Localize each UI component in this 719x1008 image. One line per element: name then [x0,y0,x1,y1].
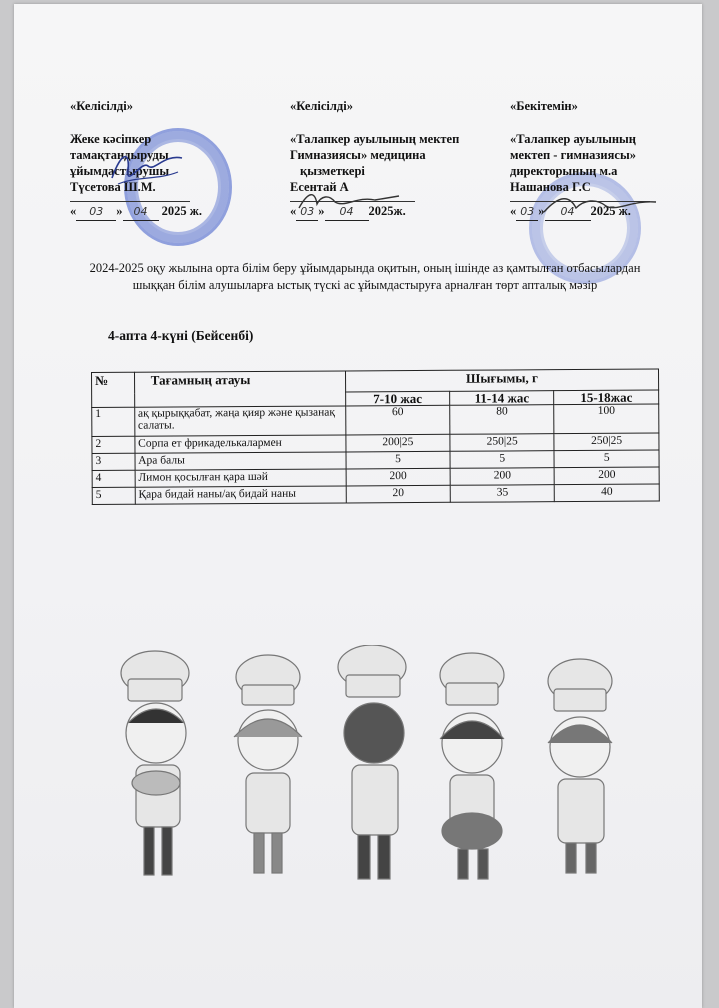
chef-kid-figure [338,645,406,879]
week-day-subtitle: 4-апта 4-күні (Бейсенбі) [108,328,254,343]
yield-value: 60 [346,405,450,435]
row-number: 1 [92,407,135,436]
yield-value: 80 [450,405,554,435]
approval-line: мектеп - гимназиясы» [510,148,636,162]
yield-value: 250|25 [450,434,554,452]
approval-line: «Талапкер ауылының мектеп [290,132,460,146]
approval-line: Гимназиясы» медицина [290,148,426,162]
age-group-header: 15-18жас [554,390,659,405]
handwritten-signature [295,186,405,214]
five-chefs-kids-illustration [110,645,670,900]
menu-title: 2024-2025 оқу жылына орта білім беру ұйымдарында оқитын, оның ішінде аз қамтылған отбасылардан шыққан білім алушыларға ыстық түскі ас ұйымдастыруға арналған төрт апталық мәзір [89,261,641,292]
approval-heading: «Келісілді» [290,99,353,113]
column-header-number: № [92,372,135,407]
column-header-yield: Шығымы, г [345,369,658,392]
approval-line: ұйымдастырушы [70,164,170,178]
chef-kid-figure [234,655,302,873]
approval-date: « 03 » 04 2025 ж. [70,204,202,218]
approval-line: «Талапкер ауылының [510,132,637,146]
dish-name: Сорпа ет фрикаделькалармен [135,435,346,453]
yield-value: 200|25 [346,434,450,452]
chef-kid-figure [548,659,612,873]
yield-value: 5 [554,450,659,468]
approval-date: « 03 » 04 2025ж. [290,204,406,218]
row-number: 5 [92,487,135,504]
yield-value: 20 [346,485,450,503]
approval-line: директорының м.а [510,164,618,178]
row-number: 2 [92,436,135,453]
approval-heading: «Бекітемін» [510,99,578,113]
yield-value: 200 [450,468,554,486]
signature-line [70,195,190,202]
chef-kid-figure [440,653,504,879]
table-row [92,404,659,436]
yield-value: 200 [346,468,450,486]
approval-line: Жеке кәсіпкер [70,132,152,146]
yield-value: 200 [554,467,659,485]
age-group-header: 11-14 жас [450,391,554,406]
yield-value: 5 [450,451,554,469]
dish-name: Ара балы [135,452,346,470]
approval-line: қызметкері [300,164,365,178]
yield-value: 40 [555,484,660,502]
yield-value: 35 [450,485,554,503]
approval-line: Түсетова Ш.М. [70,180,156,194]
row-number: 3 [92,453,135,470]
age-group-header: 7-10 жас [345,391,449,406]
approval-line: Нашанова Г.С [510,180,591,194]
row-number: 4 [92,470,135,487]
dish-name: Қара бидай наны/ақ бидай наны [135,486,346,504]
approval-heading: «Келісілді» [70,99,133,113]
table-row [92,484,659,504]
approval-line: тамақтандыруды [70,148,169,162]
yield-value: 250|25 [554,433,659,451]
handwritten-signature [540,192,660,222]
approval-line: Есентай А [290,180,349,194]
dish-name: ақ қырыққабат, жаңа қияр және қызанақ салаты. [134,406,345,436]
handwritten-signature [108,140,188,190]
menu-table [91,369,660,505]
yield-value: 5 [346,451,450,469]
dish-name: Лимон қосылған қара шәй [135,469,346,487]
column-header-dish: Тағамның атауы [134,371,345,407]
chef-kid-figure [121,651,189,875]
approval-date: « 03 » 04 2025 ж. [510,204,631,218]
yield-value: 100 [554,404,659,434]
